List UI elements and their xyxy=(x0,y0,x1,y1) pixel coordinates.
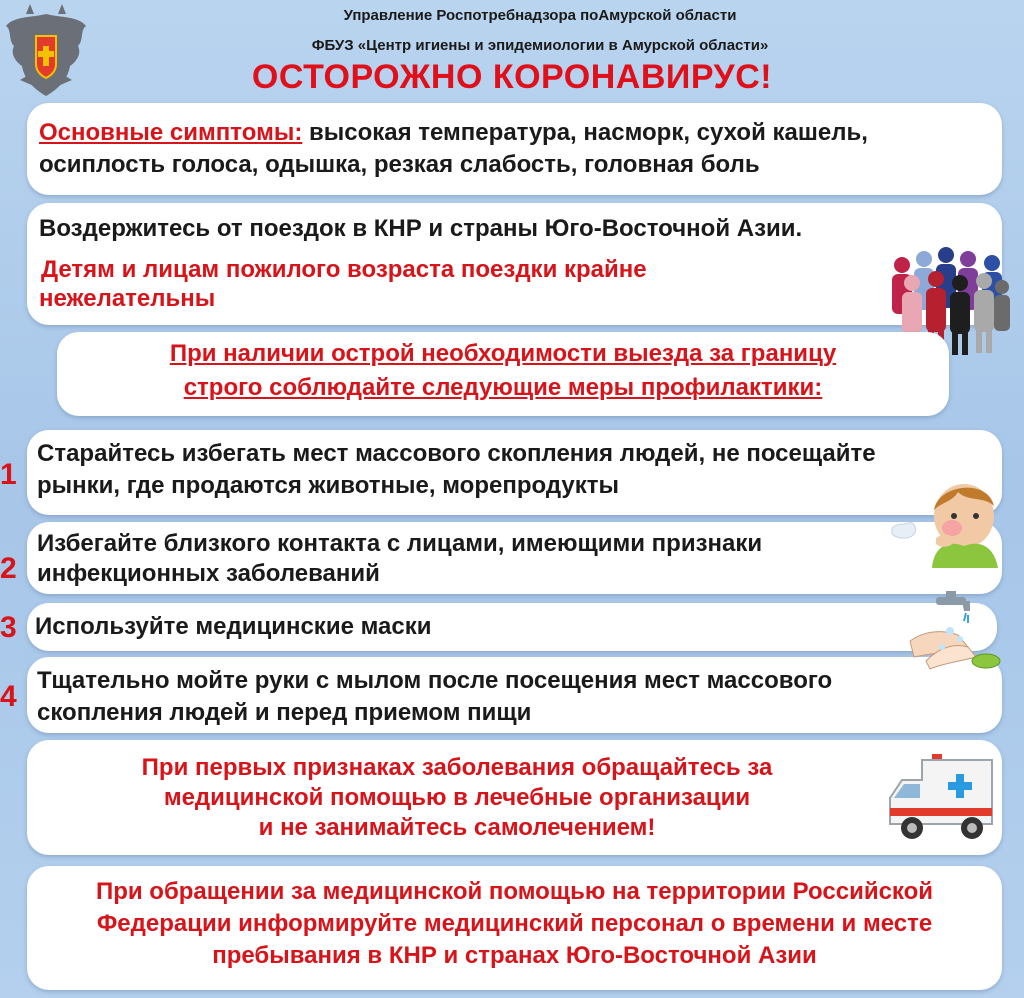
hand-washing-icon xyxy=(906,591,1004,671)
prevention-header-line-2: строго соблюдайте следующие меры профилактики: xyxy=(183,374,823,401)
symptoms-label: Основные симптомы: xyxy=(39,119,303,146)
measure-number-2: 2 xyxy=(0,552,17,585)
inform-line-2: Федерации информируйте медицинский персонал о времени и месте xyxy=(96,910,933,937)
measure-number-1: 1 xyxy=(0,458,17,491)
measure-4-line-1: Тщательно мойте руки с мылом после посещения мест массового xyxy=(37,667,833,694)
coughing-child-icon xyxy=(888,476,1010,568)
measure-4-line-2: скопления людей и перед приемом пищи xyxy=(37,699,532,726)
symptoms-text-2: осиплость голоса, одышка, резкая слабость, головная боль xyxy=(39,151,760,178)
symptoms-line-1 xyxy=(39,117,868,149)
symptoms-card xyxy=(27,103,1002,195)
seek-help-card xyxy=(27,740,1002,855)
measure-card-3 xyxy=(27,603,997,651)
seek-help-line-2: медицинской помощью в лечебные организации xyxy=(163,784,751,811)
inform-line-3: пребывания в КНР и странах Юго-Восточной Азии xyxy=(212,942,817,969)
organization-line-1: Управление Роспотребнадзора поАмурской области xyxy=(343,7,737,24)
measure-3-line-1: Используйте медицинские маски xyxy=(35,613,432,640)
symptoms-text-1: высокая температура, насморк, сухой кашель, xyxy=(302,119,868,146)
prevention-header-card xyxy=(57,332,949,416)
page-title: ОСТОРОЖНО КОРОНАВИРУС! xyxy=(251,58,773,96)
measure-card-2 xyxy=(27,522,1002,594)
measure-card-4 xyxy=(27,657,1002,733)
measure-1-line-2: рынки, где продаются животные, морепродукты xyxy=(37,472,619,499)
measure-number-4: 4 xyxy=(0,680,17,713)
seek-help-line-1: При первых признаках заболевания обращайтесь за xyxy=(141,754,773,781)
measure-card-1 xyxy=(27,430,1002,515)
measure-number-3: 3 xyxy=(0,611,17,644)
measure-1-line-1: Старайтесь избегать мест массового скопления людей, не посещайте xyxy=(37,440,876,467)
measure-2-line-2: инфекционных заболеваний xyxy=(37,560,380,587)
inform-line-1: При обращении за медицинской помощью на территории Российской xyxy=(95,878,934,905)
organization-line-2: ФБУЗ «Центр игиены и эпидемиологии в Амурской области» xyxy=(311,37,769,54)
measure-2-line-1: Избегайте близкого контакта с лицами, имеющими признаки xyxy=(37,530,763,557)
ambulance-icon xyxy=(886,752,998,848)
travel-warning-line-2: нежелательны xyxy=(39,285,216,312)
prevention-header-line-1: При наличии острой необходимости выезда за границу xyxy=(169,340,837,367)
travel-warning-line-1: Детям и лицам пожилого возраста поездки крайне xyxy=(41,256,647,283)
inform-card xyxy=(27,866,1002,990)
travel-card xyxy=(27,203,1002,325)
seek-help-line-3: и не занимайтесь самолечением! xyxy=(258,814,656,841)
travel-advice: Воздержитесь от поездок в КНР и страны Юго-Восточной Азии. xyxy=(39,215,803,242)
